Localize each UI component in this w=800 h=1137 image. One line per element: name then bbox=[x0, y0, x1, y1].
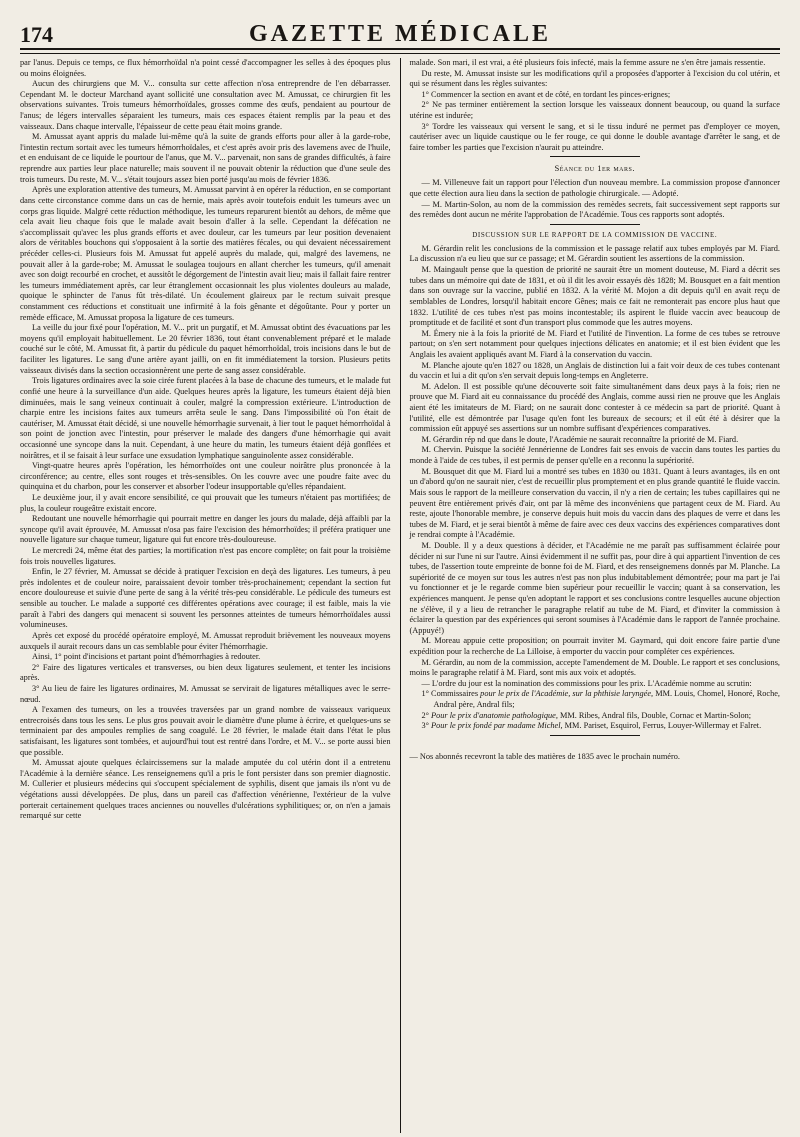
paragraph: Le mercredi 24, même état des parties; la mortification n'est pas encore complète; on fait pour la troisième fois trois nouvelles ligatures. bbox=[20, 546, 391, 566]
paragraph: M. Moreau appuie cette proposition; on pourrait inviter M. Gaymard, qui doit encore faire partie d'une expédition pour la recherche de La Lilloise, à emporter du vaccin pour compléter ces expériences. bbox=[409, 636, 780, 657]
paragraph: par l'anus. Depuis ce temps, ce flux hémorrhoïdal n'a point cessé d'accompagner les selles à des époques plus ou moins éloignées. bbox=[20, 58, 391, 78]
paragraph: Redoutant une nouvelle hémorrhagie qui pourrait mettre en danger les jours du malade, déjà affaibli par la syncope qu'il avait éprouvée, M. Amussat n'osa pas faire l'excision des hémorrhoïdes; il préféra pratiquer une nouvelle ligature sur chaque tumeur, ligature qui fut encore très-douloureuse. bbox=[20, 514, 391, 545]
paragraph: 1° Commencer la section en avant et de côté, en tordant les pinces-erignes; bbox=[421, 89, 671, 99]
paragraph: — M. Martin-Solon, au nom de la commission des remèdes secrets, fait successivement sept rapports sur des remèdes dont aucun ne mérite l'approbation de l'Académie. Tous ces rapports sont adoptés. bbox=[409, 199, 780, 220]
publication-title: GAZETTE MÉDICALE bbox=[248, 21, 552, 47]
paragraph: M. Maingault pense que la question de priorité ne saurait être un moment douteuse, M. Fiard a décrit ses tubes dans un mémoire qui date de 1831, et où il dit les avoir essayés dès 1828; M. Bousquet en a fait mention dans son ouvrage sur la vaccine, publié en 1832. A la vérité M. Mojon a dit depuis qu'il en avait reçu de semblables de Londres, lorsqu'il habitait encore Gênes; mais ce fait ne remonterait pas encore plus haut que 1832. L'utilité de ces tubes n'est pas moins incontestable; ils aspirent le fluide vaccin avec beaucoup de promptitude et de facilité et sont d'un transport plus commode que les autres moyens. bbox=[409, 265, 780, 328]
prize-members: MM. Louis, Chomel, Honoré, Roche, Andral père, Andral fils; bbox=[433, 689, 780, 710]
section-rule bbox=[550, 156, 640, 157]
paragraph: Enfin, le 27 février, M. Amussat se décide à pratiquer l'excision en deçà des ligatures. Les tumeurs, à peu près indolentes et de couleur noire, paraissaient devoir tomber très-prochainement; cependant la section fut encore douloureuse et suivie d'une perte de sang à la vérité très-peu considérable. Le pédicule des tumeurs est sensible au toucher. Le malade a supporté ces différentes opérations avec courage; il est faible, mais la vie paraît à l'abri des dangers qui menacent si souvent les personnes atteintes de tumeurs hémorrhoïdales aussi volumineuses. bbox=[20, 567, 391, 630]
prize-commission-2 bbox=[409, 711, 780, 722]
paragraph: M. Gérardin, au nom de la commission, accepte l'amendement de M. Double. Le rapport et ses conclusions, moins le paragraphe relatif à M. Fiard, sont mis aux voix et adoptés. bbox=[409, 657, 780, 678]
paragraph: M. Émery nie à la fois la priorité de M. Fiard et l'utilité de l'invention. La forme de ces tubes se retrouve partout; on s'en sert notamment pour quelques injections délicates en anatomie; et il est bien évident que les Anglais les avaient appliqués avant M. Fiard à la conservation du vaccin. bbox=[409, 328, 780, 359]
paragraph: Après une exploration attentive des tumeurs, M. Amussat parvint à en opérer la réduction, en se comportant dans cette circonstance comme dans un cas de hernie, mais après avoir toutefois enduit les tumeurs avec un corps gras liquide. Malgré cette réduction méthodique, les tumeurs reparurent bientôt au dehors, de même que cela avait lieu chaque fois que le malade avait besoin d'aller à la selle. Cependant la défécation ne s'accomplissait qu'avec les plus grands efforts et avec douleur, car les tumeurs par leur position devenaient alors de véritables bouchons qui s'opposaient à la sortie des matières fécales, ou qui devaient nécessairement précéder celles-ci. Plusieurs fois M. Amussat fut appelé auprès du malade, qui, malgré des lavemens, ne pouvait aller à la garde-robe; M. Amussat le soulagea toujours en allant chercher les tumeurs, qu'il amenait avec son doigt recourbé en crochet, et aussitôt le dégorgement de l'intestin avait lieu; mais il fallait faire rentrer les tumeurs immédiatement après, car leur étranglement occasionnait les plus violentes douleurs au malade, quoique le sphincter de l'anus fût très-dilaté. Un écoulement glaireux par le rectum suivait presque constamment ces réductions et constituait une infirmité à la fois gênante et dégoûtante. Pour y porter un remède efficace, M. Amussat proposa la ligature de ces tumeurs. bbox=[20, 185, 391, 322]
paragraph: M. Gérardin rép nd que dans le doute, l'Académie ne saurait reconnaître la priorité de M. Fiard. bbox=[421, 434, 739, 444]
section-rule bbox=[550, 224, 640, 225]
prize-members: MM. Ribes, Andral fils, Double, Cornac et Martin-Solon; bbox=[557, 710, 752, 720]
paragraph: M. Adelon. Il est possible qu'une découverte soit faite simultanément dans deux pays à la fois; rien ne prouve que M. Fiard ait eu connaissance du procédé des Anglais, comme aussi rien ne prouve que les Anglais aient été les imitateurs de M. Fiard; on ne saurait donc contester à ce médecin sa part de priorité. Quant à l'utilité, elle est démontrée par l'usage qu'en font les bureaux de secours; et il eût été à désirer que la commission eût appuyé ses assertions sur un nombre suffisant d'expériences comparatives. bbox=[409, 381, 780, 434]
section-rule bbox=[550, 735, 640, 736]
paragraph: La veille du jour fixé pour l'opération, M. V... prit un purgatif, et M. Amussat obtint des évacuations par les moyens qu'il employait habituellement. Le 20 février 1836, tout étant convenablement préparé et le malade couché sur le côté, M. Amussat fit, à partir du pédicule du paquet hémorrhoïdal, trois incisions dans le but de faciliter les ligatures. Le sang d'une artère ayant jailli, on en fit immédiatement la torsion. Plusieurs petits vaisseaux divisés dans la section occasionnèrent une perte de sang assez considérable. bbox=[20, 323, 391, 375]
paragraph: M. Planche ajoute qu'en 1827 ou 1828, un Anglais de distinction lui a fait voir deux de ces tubes contenant du vaccin et lui a dit qu'on s'en servait depuis long-temps en Angleterre. bbox=[409, 360, 780, 381]
left-column bbox=[20, 58, 391, 1133]
paragraph: Trois ligatures ordinaires avec la soie cirée furent placées à la base de chacune des tumeurs, et le malade fut confié une heure à la surveillance d'un aide. Quelques heures après la ligature, les tumeurs étaient déjà bien diminuées, mais le sang veineux continuait à couler, malgré la compression extérieure. L'introduction de charpie entre les incisions faites aux tumeurs arrêta seule le sang. Dans l'impossibilité où l'on était de cautériser, M. Amussat était décidé, si une nouvelle hémorrhagie survenait, à lier tout le paquet hémorrhoïdal à son point de jonction avec l'intestin, pour préserver le malade des dangers d'une hémorrhagie qui avait occasionné une syncope dans la nuit. Cependant, à une heure du matin, les tumeurs étaient déjà gonflées et noirâtres, et il se faisait à leur surface une exsudation lymphatique sanguinolente assez considérable. bbox=[20, 376, 391, 460]
paragraph: M. Amussat ayant appris du malade lui-même qu'à la suite de grands efforts pour aller à la garde-robe, l'intestin rectum sortait avec les tumeurs hémorrhoïdales, et c'est après avoir pris des lavemens avec de l'huile, et en enduisant de ce liquide le pourtour de l'anus, que M. V... parvenait, non sans de grandes difficultés, à faire reprendre aux parties leur place naturelle; mais souvent il ne pouvait obtenir la réduction que d'une seule des trois tumeurs. Du reste, M. V... s'était toujours assez bien porté jusqu'au mois de février 1836. bbox=[20, 132, 391, 184]
article-columns bbox=[20, 58, 780, 1133]
paragraph: — L'ordre du jour est la nomination des commissions pour les prix. L'Académie nomme au scrutin: bbox=[421, 678, 752, 688]
prize-lead: 3° bbox=[421, 721, 432, 731]
paragraph: M. Amussat ajoute quelques éclaircissemens sur la malade amputée du col utérin dont il a entretenu l'Académie à la dernière séance. Les renseignemens qu'il a pris le font persister dans son premier diagnostic. M. Cullerier et plusieurs médecins qui s'occupent spécialement de syphilis, disent que jamais ils n'ont vu de végétations aussi développées. De plus, dans un pareil cas d'affection vénérienne, l'extérieur de la vulve porterait certainement quelques traces anciennes ou nouvelles d'ulcérations syphilitiques; or, on n'en a jamais remarqué sur cette bbox=[20, 758, 391, 821]
paragraph: Le deuxième jour, il y avait encore sensibilité, ce qui prouvait que les tumeurs n'étaient pas mortifiées; de plus, la couleur rougeâtre existait encore. bbox=[20, 492, 391, 513]
paragraph: — M. Villeneuve fait un rapport pour l'élection d'un nouveau membre. La commission propose d'annoncer que cette élection aura lieu dans la section de pathologie chirurgicale. — Adopté. bbox=[409, 178, 780, 199]
session-heading: Séance du 1er mars. bbox=[554, 163, 635, 174]
prize-lead: 1° Commissaires bbox=[421, 689, 481, 699]
prize-commission-3 bbox=[409, 721, 780, 732]
prize-name: Pour le prix fondé par madame Michel, bbox=[431, 721, 563, 731]
column-divider bbox=[400, 58, 401, 1133]
prize-name: Pour le prix d'anatomie pathologique, bbox=[431, 710, 558, 720]
paragraph: M. Bousquet dit que M. Fiard lui a montré ses tubes en 1830 ou 1831. Quant à leurs avantages, ils en ont un d'abord qu'on ne saurait nier, c'est de recueillir plus promptement et en plus grande quantité le fluide vaccin. Mais sous le rapport de la meilleure conservation du vaccin, il n'y a rien de certain; les tubes capillaires qui ne peuvent être entièrement privés d'air, ont par là même des inconvéniens que partagent ceux de M. Fiard. Au reste, ajoute l'honorable membre, je conserve depuis huit mois du vaccin dans des plaques de verre et dans les tubes de M. Fiard, et je serai bientôt à même de faire avec ces deux vaccins des expériences comparatives dont je rendrai compte à l'Académie. bbox=[409, 466, 780, 540]
paragraph: Vingt-quatre heures après l'opération, les hémorrhoïdes ont une couleur noirâtre plus prononcée à la circonférence; au centre, elles sont rouges et très-sensibles. On les couvre avec une poudre faite avec du quinquina et du charbon, pour les conserver et absorber l'odeur insupportable qu'elles répandaient. bbox=[20, 461, 391, 492]
paragraph: M. Double. Il y a deux questions à décider, et l'Académie ne me paraît pas suffisamment éclairée pour décider ni sur l'une ni sur l'autre. Ainsi évidemment il ne suffit pas, pour dire à qui appartient l'invention de ces tubes, de l'assertion toute empreinte de bonne foi de M. Fiard, et des renseignemens donnés par M. Planche. La supériorité de ce moyen sur tous les autres n'est pas non plus indubitablement démontrée; pour ma part je l'ai vu fonctionner et je le regarde comme bien supérieur pour recueillir le vaccin; quant à sa conservation, les expériences manquent. Je pense qu'en adoptant le rapport et ses conclusions contre lesquelles aucune objection ne s'élève, il y a lieu de retrancher le paragraphe relatif au tube de M. Fiard, et d'inviter la commission à éclairer la question par des expériences qui seront soumises à l'Académie dans le rapport de l'année prochaine. (Appuyé!) bbox=[409, 540, 780, 635]
paragraph: 2° Faire des ligatures verticales et transverses, ou bien deux ligatures seulement, et tenter les incisions après. bbox=[20, 662, 391, 683]
paragraph: Du reste, M. Amussat insiste sur les modifications qu'il a proposées d'apporter à l'excision du col utérin, et qui se résument dans les règles suivantes: bbox=[409, 68, 780, 89]
prize-commission-1 bbox=[409, 689, 780, 710]
paragraph: Après cet exposé du procédé opératoire employé, M. Amussat reproduit brièvement les nouveaux moyens auxquels il aurait recours dans un cas semblable pour éviter l'hémorrhagie. bbox=[20, 630, 391, 651]
paragraph: 2° Ne pas terminer entièrement la section lorsque les vaisseaux donnent beaucoup, ou quand la surface utérine est indurée; bbox=[409, 100, 780, 121]
discussion-heading: DISCUSSION SUR LE RAPPORT DE LA COMMISSION DE VACCINE. bbox=[472, 230, 718, 239]
prize-lead: 2° bbox=[421, 710, 432, 720]
subscriber-notice: — Nos abonnés recevront la table des matières de 1835 avec le prochain numéro. bbox=[409, 751, 680, 761]
right-column bbox=[409, 58, 780, 1133]
paragraph: 3° Tordre les vaisseaux qui versent le sang, et si le tissu induré ne permet pas d'employer ce moyen, cautériser avec un liquide caustique ou le fer rouge, ce qui donne le double avantage d'arrêter le sang, et de faire tomber les parties que l'excision n'aurait pu atteindre. bbox=[409, 121, 780, 152]
prize-name: pour le prix de l'Académie, sur la phthisie laryngée, bbox=[480, 689, 654, 699]
paragraph: M. Chervin. Puisque la société Jennérienne de Londres fait ses envois de vaccin dans toutes les parties du monde à l'aide de ces tubes, il est permis de penser qu'elle en a reconnu la supériorité. bbox=[409, 445, 780, 466]
paragraph: 3° Au lieu de faire les ligatures ordinaires, M. Amussat se servirait de ligatures métalliques avec le serre-nœud. bbox=[20, 683, 391, 704]
prize-members: MM. Pariset, Esquirol, Ferrus, Louyer-Willermay et Falret. bbox=[562, 721, 762, 731]
paragraph: Aucun des chirurgiens que M. V... consulta sur cette affection n'osa entreprendre de l'en débarrasser. Cependant M. le docteur Marchand ayant sollicité une consultation avec M. Amussat, ce chirurgien fit les observations suivantes. Trois tumeurs hémorrhoïdales, grosses comme des œufs, pendaient au pourtour de l'anus; de légers intervalles séparaient les tumeurs, mais ces espaces étaient remplis par la peau et des vaisseaux. Dans chaque intervalle, l'épaisseur de cette peau était moins grande. bbox=[20, 79, 391, 131]
paragraph: M. Gérardin relit les conclusions de la commission et le passage relatif aux tubes employés par M. Fiard. La discussion n'a eu lieu que sur ce passage; et M. Gérardin soutient les assertions de la commission. bbox=[409, 243, 780, 264]
paragraph: malade. Son mari, il est vrai, a été plusieurs fois infecté, mais la femme assure ne s'en être jamais ressentie. bbox=[409, 58, 766, 67]
paragraph: A l'examen des tumeurs, on les a trouvées traversées par un grand nombre de vaisseaux variqueux entrecroisés dans tous les sens. Le plus gros pouvait avoir le diamètre d'une plume à écrire, et quelques-uns se terminaient par des ampoules remplies de sang coagulé. Le 28 février, le malade était dans l'état le plus satisfaisant, les ligatures sont tombées, et aujourd'hui tout est rentré dans l'ordre, et M. V... se porte aussi bien que possible. bbox=[20, 705, 391, 757]
page-number: 174 bbox=[20, 22, 53, 47]
masthead-rule bbox=[20, 50, 780, 54]
masthead bbox=[20, 14, 780, 50]
paragraph: Ainsi, 1° point d'incisions et partant point d'hémorrhagies à redouter. bbox=[32, 652, 261, 662]
